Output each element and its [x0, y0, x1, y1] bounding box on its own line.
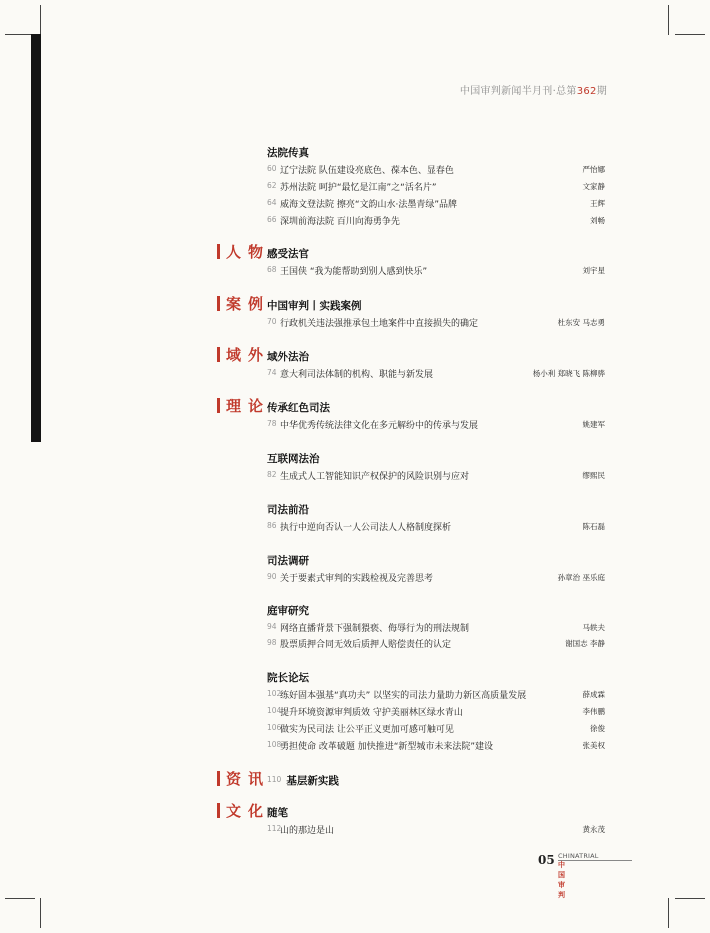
toc-entry[interactable]: [267, 722, 605, 736]
entry-title: 练好固本强基“真功夫” 以坚实的司法力量助力新区高质量发展: [280, 691, 527, 701]
category-10: [217, 769, 270, 787]
header-text: 中国审判新闻半月刊·总第: [459, 86, 577, 97]
toc-entry[interactable]: [267, 214, 605, 228]
entry-title: 做实为民司法 让公平正义更加可感可触可见: [280, 725, 454, 735]
entry-page: 64: [267, 198, 277, 207]
entry-title: 行政机关违法强推承包土地案件中直接损失的确定: [280, 319, 479, 329]
section-title: 院长论坛: [267, 672, 309, 684]
section-title: 随笔: [267, 807, 288, 819]
toc-entry[interactable]: [267, 688, 605, 702]
entry-page: 62: [267, 181, 277, 190]
entry-page: 102: [267, 689, 282, 698]
entry-page: 66: [267, 215, 277, 224]
entry-author: 薛成霖: [582, 690, 605, 699]
footer-rule: [558, 860, 632, 861]
toc-entry[interactable]: [267, 180, 605, 194]
category-marker: [217, 771, 220, 786]
entry-author: 刘宇星: [582, 266, 605, 275]
crop-mark: [668, 5, 669, 35]
toc-entry[interactable]: [267, 705, 605, 719]
category-marker: [217, 347, 220, 362]
entry-author: 马轶夫: [582, 623, 605, 632]
entry-page: 70: [267, 317, 277, 326]
entry-author: 徐俊: [590, 724, 605, 733]
entry-title: 关于要素式审判的实践检视及完善思考: [280, 574, 434, 584]
section-title: 法院传真: [267, 147, 309, 159]
entry-page: 98: [267, 638, 277, 647]
entry-title: 生成式人工智能知识产权保护的风险识别与应对: [280, 472, 470, 482]
entry-title: 王国侠 “我为能帮助到别人感到快乐”: [280, 267, 428, 277]
toc-entry[interactable]: [267, 520, 605, 534]
entry-page: 86: [267, 521, 277, 530]
spine-bar: [31, 34, 41, 442]
entry-author: 严怡娜: [582, 165, 605, 174]
crop-mark: [675, 898, 705, 899]
entry-author: 谢国志 李静: [565, 639, 605, 648]
entry-page: 104: [267, 706, 282, 715]
entry-title: 股票质押合同无效后质押人赔偿责任的认定: [280, 640, 452, 650]
entry-page: 68: [267, 265, 277, 274]
section-title: 司法前沿: [267, 504, 309, 516]
toc-entry[interactable]: [267, 637, 605, 651]
entry-title: 中华优秀传统法律文化在多元解纷中的传承与发展: [280, 421, 479, 431]
entry-page: 112: [267, 824, 282, 833]
section-page: 110: [267, 775, 282, 784]
category-3: [217, 345, 270, 363]
category-marker: [217, 398, 220, 413]
entry-page: 78: [267, 419, 277, 428]
entry-page: 94: [267, 622, 277, 631]
crop-mark: [668, 898, 669, 928]
toc-entry[interactable]: [267, 571, 605, 585]
entry-title: 网络直播背景下强制猥亵、侮辱行为的刑法规制: [280, 624, 470, 634]
entry-title: 辽宁法院 队伍建设亮底色、葆本色、显春色: [280, 166, 454, 176]
entry-page: 82: [267, 470, 277, 479]
section-title: 互联网法治: [267, 453, 320, 465]
section-title: 庭审研究: [267, 605, 309, 617]
crop-mark: [5, 898, 35, 899]
entry-title: 深圳前海法院 百川向海勇争先: [280, 217, 400, 227]
toc-entry[interactable]: [267, 621, 605, 635]
section-title: 域外法治: [267, 351, 309, 363]
entry-author: 文家静: [582, 182, 605, 191]
entry-author: 陈石磊: [582, 522, 605, 531]
category-label: 理论: [226, 396, 271, 415]
issue-number: 362: [576, 86, 597, 97]
entry-page: 106: [267, 723, 282, 732]
page-number: 05: [538, 853, 555, 867]
crop-mark: [40, 898, 41, 928]
entry-title: 执行中逆向否认一人公司法人人格制度探析: [280, 523, 452, 533]
category-4: [217, 396, 270, 414]
toc-entry[interactable]: [267, 367, 605, 381]
entry-author: 张美权: [582, 741, 605, 750]
entry-title: 山的那边是山: [280, 826, 335, 836]
toc-entry[interactable]: [267, 823, 605, 837]
entry-title: 苏州法院 呵护“最忆是江南”之“活名片”: [280, 183, 437, 193]
toc-entry[interactable]: [267, 316, 605, 330]
entry-title: 提升环境资源审判质效 守护美丽林区绿水青山: [280, 708, 463, 718]
running-header: [460, 82, 607, 97]
toc-entry[interactable]: [267, 163, 605, 177]
brand-en: CHINATRIAL: [558, 852, 599, 860]
entry-author: 王辉: [590, 199, 605, 208]
entry-author: 李伟鹏: [582, 707, 605, 716]
toc-entry[interactable]: [267, 469, 605, 483]
category-marker: [217, 803, 220, 818]
section-title: 司法调研: [267, 555, 309, 567]
section-text: 基层新实践: [286, 775, 339, 787]
header-suffix: 期: [596, 86, 607, 97]
entry-author: 黄永茂: [582, 825, 605, 834]
category-2: [217, 294, 270, 312]
category-label: 人物: [226, 242, 271, 261]
category-11: [217, 801, 270, 819]
entry-author: 孙章治 巫乐庭: [557, 573, 605, 582]
entry-author: 刘畅: [590, 216, 605, 225]
toc-entry[interactable]: [267, 197, 605, 211]
entry-author: 杨小利 郑晓飞 陈柳骅: [532, 369, 605, 378]
section-title: [267, 773, 339, 788]
crop-mark: [675, 34, 705, 35]
entry-author: 缪熙民: [582, 471, 605, 480]
entry-page: 90: [267, 572, 277, 581]
entry-title: 意大利司法体制的机构、职能与新发展: [280, 370, 434, 380]
toc-entry[interactable]: [267, 264, 605, 278]
entry-page: 74: [267, 368, 277, 377]
section-title: 感受法官: [267, 248, 309, 260]
entry-title: 勇担使命 改革破题 加快推进“新型城市未来法院”建设: [280, 742, 494, 752]
entry-page: 60: [267, 164, 277, 173]
category-label: 文化: [226, 801, 271, 820]
entry-author: 杜东安 马志勇: [557, 318, 605, 327]
entry-title: 威海文登法院 擦亮“文韵山水·法墨青绿”品牌: [280, 200, 458, 210]
category-marker: [217, 296, 220, 311]
section-title: 中国审判丨实践案例: [267, 300, 362, 312]
crop-mark: [40, 5, 41, 35]
toc-entry[interactable]: [267, 418, 605, 432]
category-label: 域外: [226, 345, 271, 364]
category-label: 资讯: [226, 769, 271, 788]
section-title: 传承红色司法: [267, 402, 330, 414]
entry-author: 姚建军: [582, 420, 605, 429]
toc-entry[interactable]: [267, 739, 605, 753]
entry-page: 108: [267, 740, 282, 749]
brand-cn: 中国审判: [558, 861, 565, 899]
category-1: [217, 242, 270, 260]
category-label: 案例: [226, 294, 271, 313]
category-marker: [217, 244, 220, 259]
